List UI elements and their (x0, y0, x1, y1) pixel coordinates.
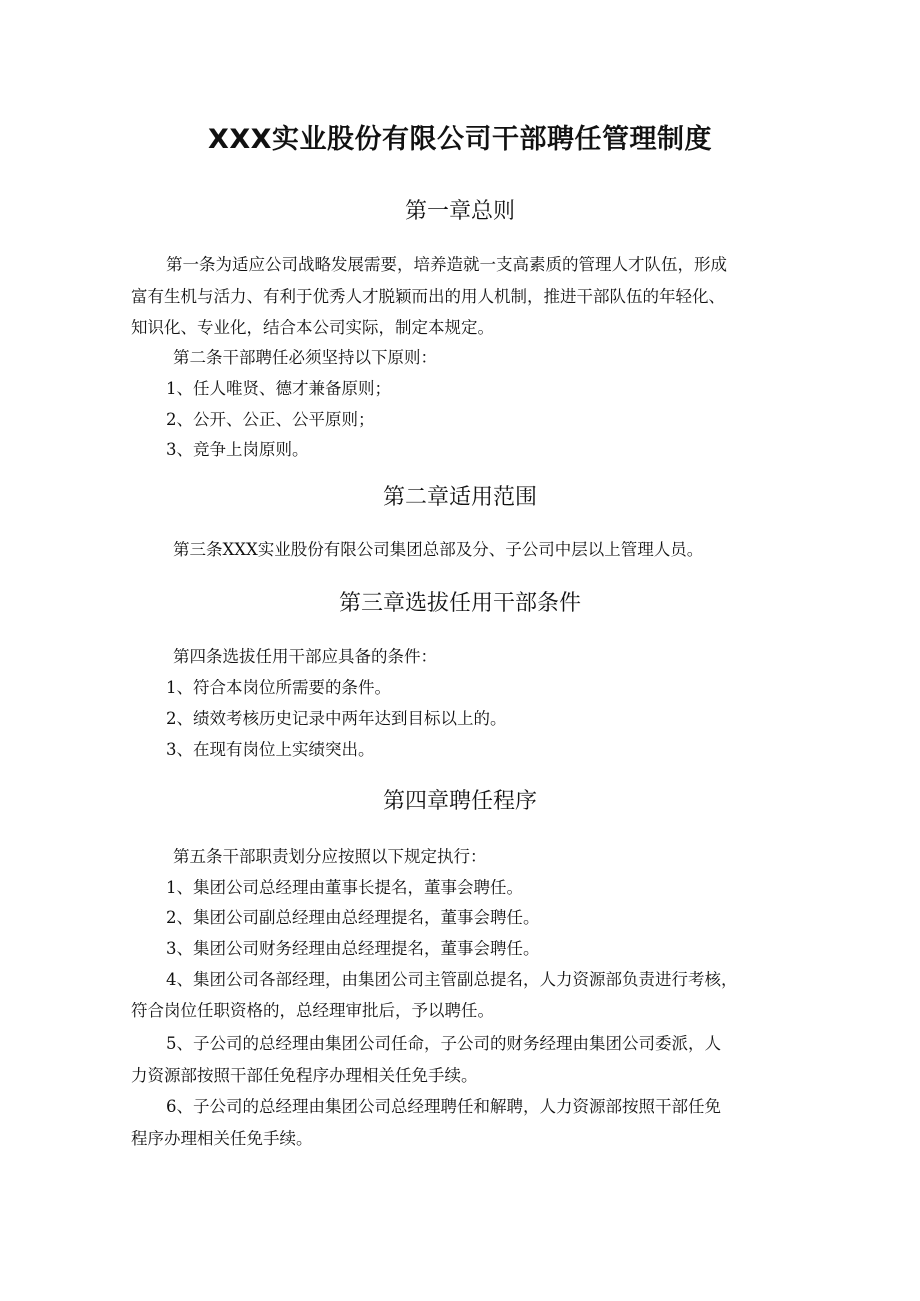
article-5-intro: 第五条干部职责划分应按照以下规定执行： (173, 847, 487, 866)
chapter-heading-1: 第一章总则 (404, 199, 515, 224)
article-5-item-6-line-1: 6、子公司的总经理由集团公司总经理聘任和解聘，人力资源部按照干部任免 (166, 1097, 721, 1116)
article-4-intro: 第四条选拔任用干部应具备的条件： (173, 647, 437, 666)
chapter-heading-3: 第三章选拔任用干部条件 (338, 591, 581, 616)
article-1-line-3: 知识化、专业化，结合本公司实际，制定本规定。 (131, 318, 494, 337)
article-3-line-1: 第三条XXX实业股份有限公司集团总部及分、子公司中层以上管理人员。 (173, 540, 704, 559)
article-2-item-2: 2、公开、公正、公平原则； (166, 410, 375, 429)
article-4-item-3: 3、在现有岗位上实绩突出。 (166, 740, 375, 759)
article-5-item-4-line-2: 符合岗位任职资格的，总经理审批后，予以聘任。 (131, 1001, 494, 1020)
document-title: XXX实业股份有限公司干部聘任管理制度 (208, 124, 712, 155)
article-5-item-6-line-2: 程序办理相关任免手续。 (131, 1129, 313, 1148)
article-5-item-2: 2、集团公司副总经理由总经理提名，董事会聘任。 (166, 908, 540, 927)
article-4-item-2: 2、绩效考核历史记录中两年达到目标以上的。 (166, 709, 507, 728)
article-5-item-1: 1、集团公司总经理由董事长提名，董事会聘任。 (166, 878, 523, 897)
article-2-item-3: 3、竞争上岗原则。 (166, 440, 309, 459)
chapter-heading-4: 第四章聘任程序 (382, 789, 537, 814)
article-5-item-3: 3、集团公司财务经理由总经理提名，董事会聘任。 (166, 939, 540, 958)
article-5-item-5-line-1: 5、子公司的总经理由集团公司任命，子公司的财务经理由集团公司委派，人 (166, 1034, 721, 1053)
article-4-item-1: 1、符合本岗位所需要的条件。 (166, 678, 391, 697)
article-1-line-1: 第一条为适应公司战略发展需要，培养造就一支高素质的管理人才队伍，形成 (166, 255, 727, 274)
article-5-item-5-line-2: 力资源部按照干部任免程序办理相关任免手续。 (131, 1066, 478, 1085)
article-2-intro: 第二条干部聘任必须坚持以下原则： (173, 348, 437, 367)
article-5-item-4-line-1: 4、集团公司各部经理，由集团公司主管副总提名，人力资源部负责进行考核， (166, 970, 738, 989)
article-2-item-1: 1、任人唯贤、德才兼备原则； (166, 379, 391, 398)
chapter-heading-2: 第二章适用范围 (382, 485, 537, 510)
article-1-line-2: 富有生机与活力、有利于优秀人才脱颖而出的用人机制，推进干部队伍的年轻化、 (131, 287, 725, 306)
